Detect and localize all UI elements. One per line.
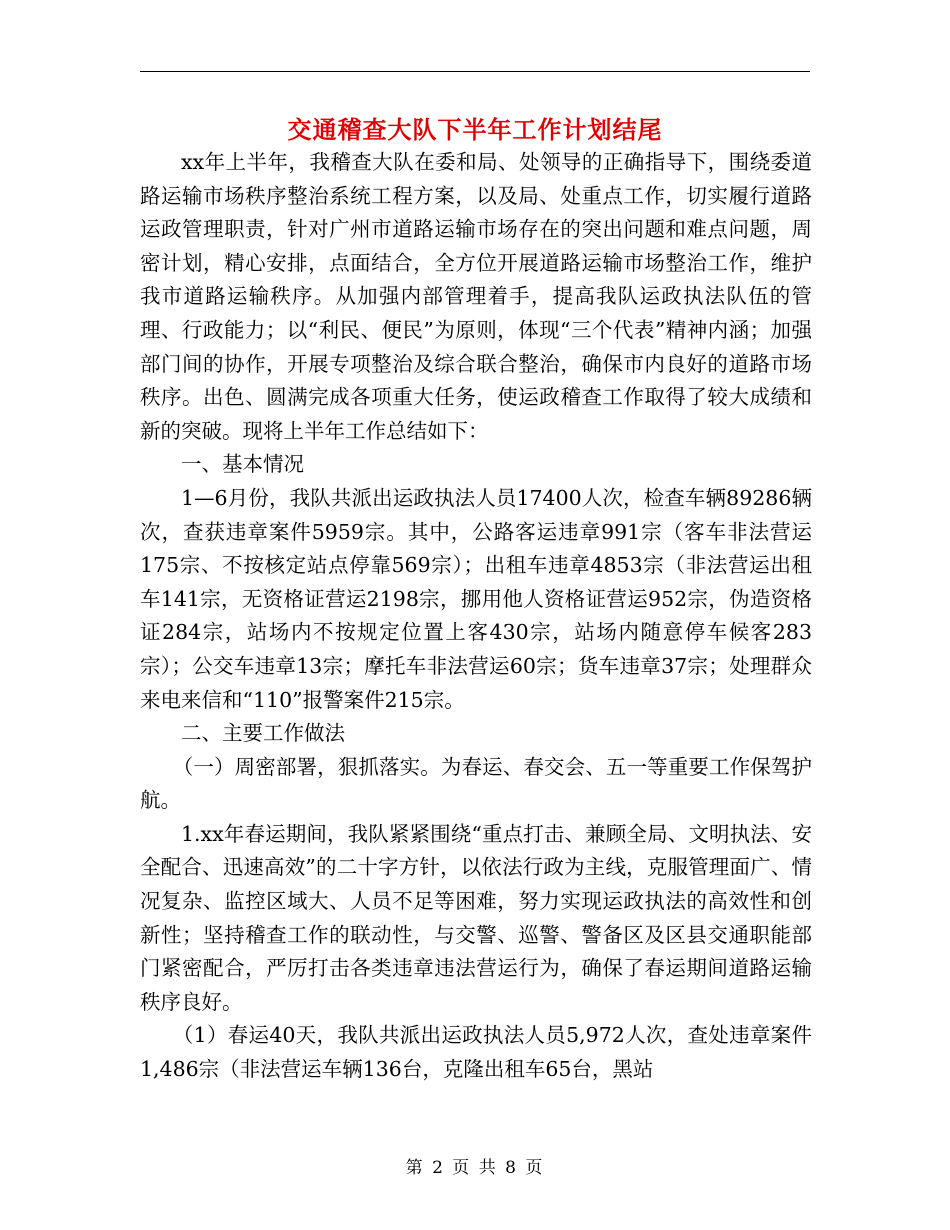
intro-paragraph: xx年上半年，我稽查大队在委和局、处领导的正确指导下，围绕委道路运输市场秩序整治系统工程方案，以及局、处重点工作，切实履行道路运政管理职责，针对广州市道路运输市场存在的突出问题和难点问题，周密计划，精心安排，点面结合，全方位开展道路运输市场整治工作，维护我市道路运输秩序。从加强内部管理着手，提高我队运政执法队伍的管理、行政能力；以“利民、便民”为原则，体现“三个代表”精神内涵；加强部门间的协作，开展专项整治及综合联合整治，确保市内良好的道路市场秩序。出色、圆满完成各项重大任务，使运政稽查工作取得了较大成绩和新的突破。现将上半年工作总结如下： (140, 150, 812, 443)
section-heading-basic: 一、基本情况 (181, 452, 304, 477)
basic-stats-paragraph: 1—6月份，我队共派出运政执法人员17400人次，检查车辆89286辆次，查获违章案件5959宗。其中，公路客运违章991宗（客车非法营运175宗、不按核定站点停靠569宗）；出租车违章4853宗（非法营运出租车141宗，无资格证营运2198宗，挪用他人资格证营运952宗，伪造资格证284宗，站场内不按规定位置上客430宗，站场内随意停车候客283宗）；公交车违章13宗；摩托车非法营运60宗；货车违章37宗；处理群众来电来信和“110”报警案件215宗。 (140, 485, 812, 712)
spring-stats-paragraph: （1）春运40天，我队共派出运政执法人员5,972人次，查处违章案件1,486宗（非法营运车辆136台，克隆出租车65台，黑站 (140, 1023, 812, 1082)
document-title: 交通稽查大队下半年工作计划结尾 (287, 116, 663, 144)
header-rule (140, 71, 810, 72)
page-number: 第 2 页 共 8 页 (405, 1158, 545, 1178)
section-heading-practices: 二、主要工作做法 (181, 721, 345, 746)
spring-transport-paragraph: 1.xx年春运期间，我队紧紧围绕“重点打击、兼顾全局、文明执法、安全配合、迅速高效”的二十字方针，以依法行政为主线，克服管理面广、情况复杂、监控区域大、人员不足等困难，努力实现运政执法的高效性和创新性；坚持稽查工作的联动性，与交警、巡警、警备区及区县交通职能部门紧密配合，严厉打击各类违章违法营运行为，确保了春运期间道路运输秩序良好。 (140, 821, 812, 1014)
subsection-heading-deployment: （一）周密部署，狠抓落实。为春运、春交会、五一等重要工作保驾护航。 (140, 754, 812, 813)
document-body (140, 146, 812, 1087)
